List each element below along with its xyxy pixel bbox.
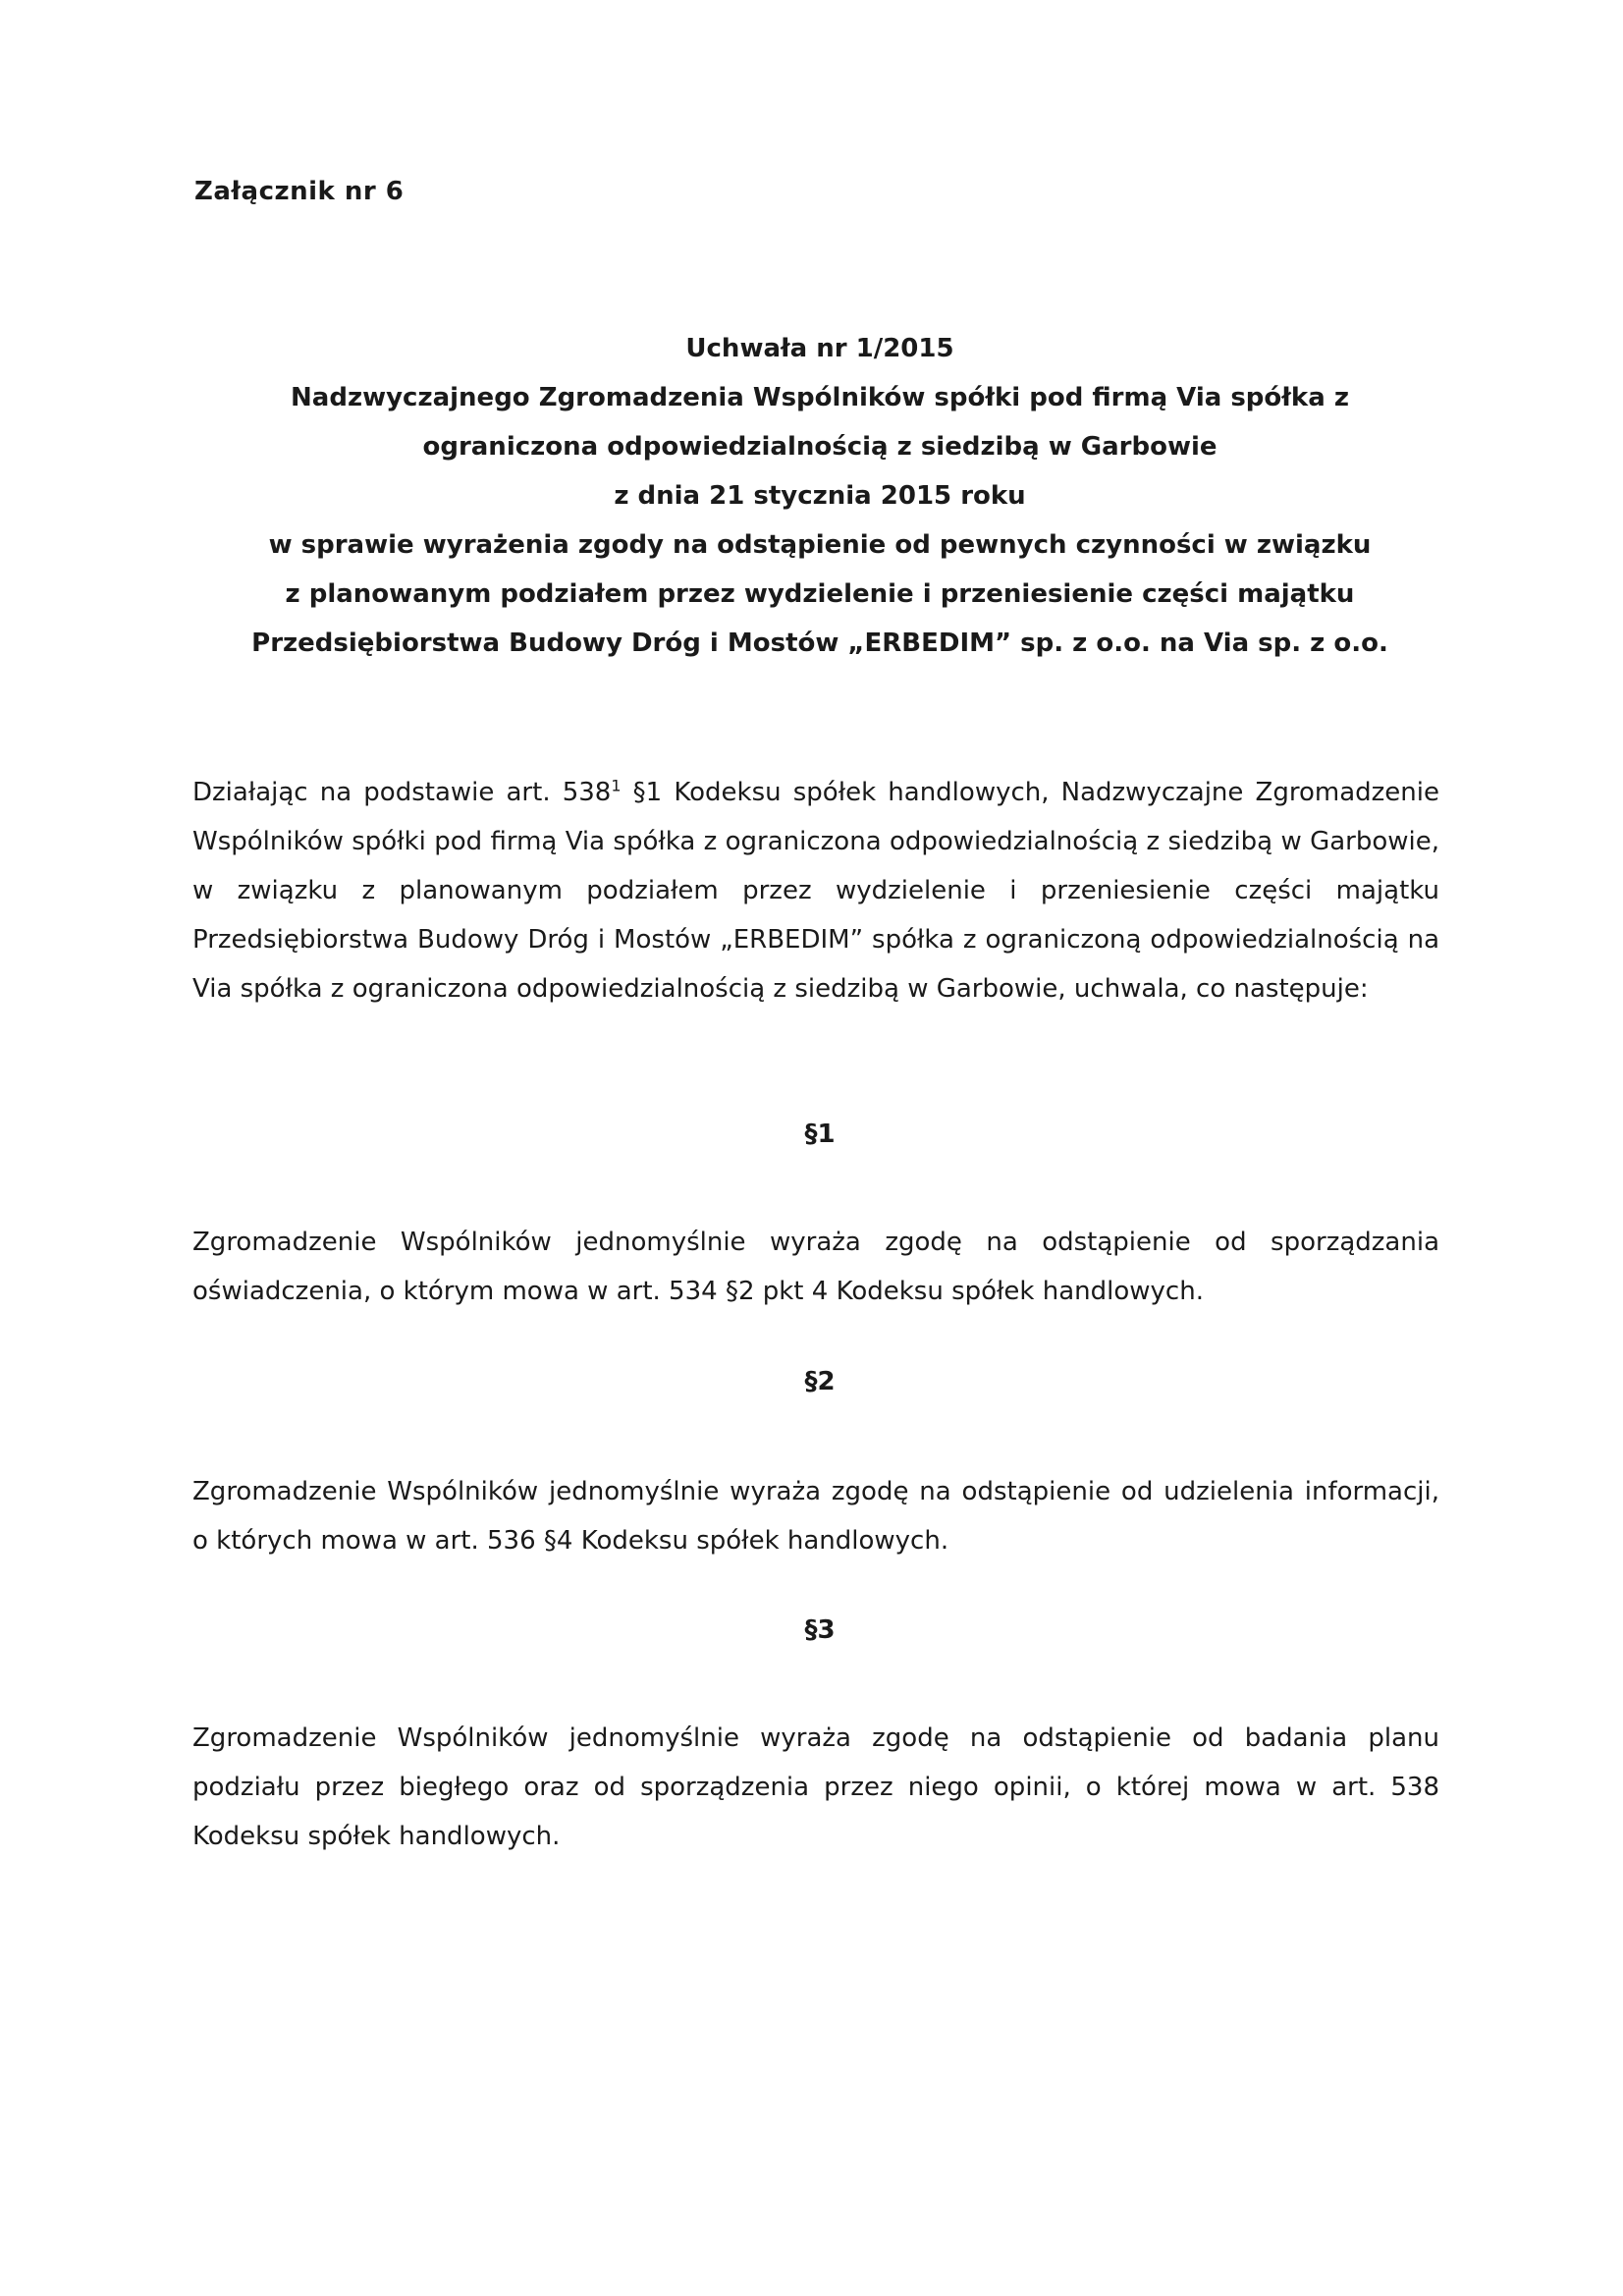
heading-line: Przedsiębiorstwa Budowy Dróg i Mostów „ERBEDIM” sp. z o.o. na Via sp. z o.o.: [251, 629, 1388, 658]
heading-line: ograniczona odpowiedzialnością z siedzibą w Garbowie: [422, 432, 1217, 462]
heading-line: Nadzwyczajnego Zgromadzenia Wspólników spółki pod firmą Via spółka z: [291, 383, 1349, 412]
intro-rest: §1 Kodeksu spółek handlowych, Nadzwyczajne Zgromadzenie Wspólników spółki pod firmą Via spółka z ograniczona odpowiedzialnością z siedzibą w Garbowie, w związku z planowanym podziałem przez wydzielenie i przeniesienie części majątku Przedsiębiorstwa Budowy Dróg i Mostów „ERBEDIM” spółka z ograniczoną odpowiedzialnością na Via spółka z ograniczona odpowiedzialnością z siedzibą w Garbowie, uchwala, co następuje:: [192, 778, 1439, 1004]
section-mark-1: §1: [804, 1120, 836, 1149]
heading-line: z planowanym podziałem przez wydzielenie i przeniesienie części majątku: [285, 579, 1355, 609]
section-text-1: Zgromadzenie Wspólników jednomyślnie wyraża zgodę na odstąpienie od sporządzania oświadczenia, o którym mowa w art. 534 §2 pkt 4 Kodeksu spółek handlowych.: [192, 1228, 1439, 1306]
intro-prefix: Działając na podstawie art. 538: [192, 778, 612, 807]
intro-superscript: 1: [611, 776, 622, 795]
section-text-3: Zgromadzenie Wspólników jednomyślnie wyraża zgodę na odstąpienie od badania planu podziału przez biegłego oraz od sporządzenia przez niego opinii, o której mowa w art. 538 Kodeksu spółek handlowych.: [192, 1723, 1439, 1851]
section-text-2: Zgromadzenie Wspólników jednomyślnie wyraża zgodę na odstąpienie od udzielenia informacji, o których mowa w art. 536 §4 Kodeksu spółek handlowych.: [192, 1477, 1439, 1556]
section-mark-3: §3: [804, 1615, 836, 1645]
resolution-date: z dnia 21 stycznia 2015 roku: [614, 481, 1026, 511]
section-mark-2: §2: [804, 1367, 836, 1396]
heading-line: w sprawie wyrażenia zgody na odstąpienie od pewnych czynności w związku: [268, 530, 1372, 560]
attachment-label: Załącznik nr 6: [194, 177, 405, 206]
intro-paragraph: [192, 768, 1439, 1013]
resolution-number: Uchwała nr 1/2015: [685, 334, 954, 363]
resolution-heading: [196, 324, 1443, 668]
